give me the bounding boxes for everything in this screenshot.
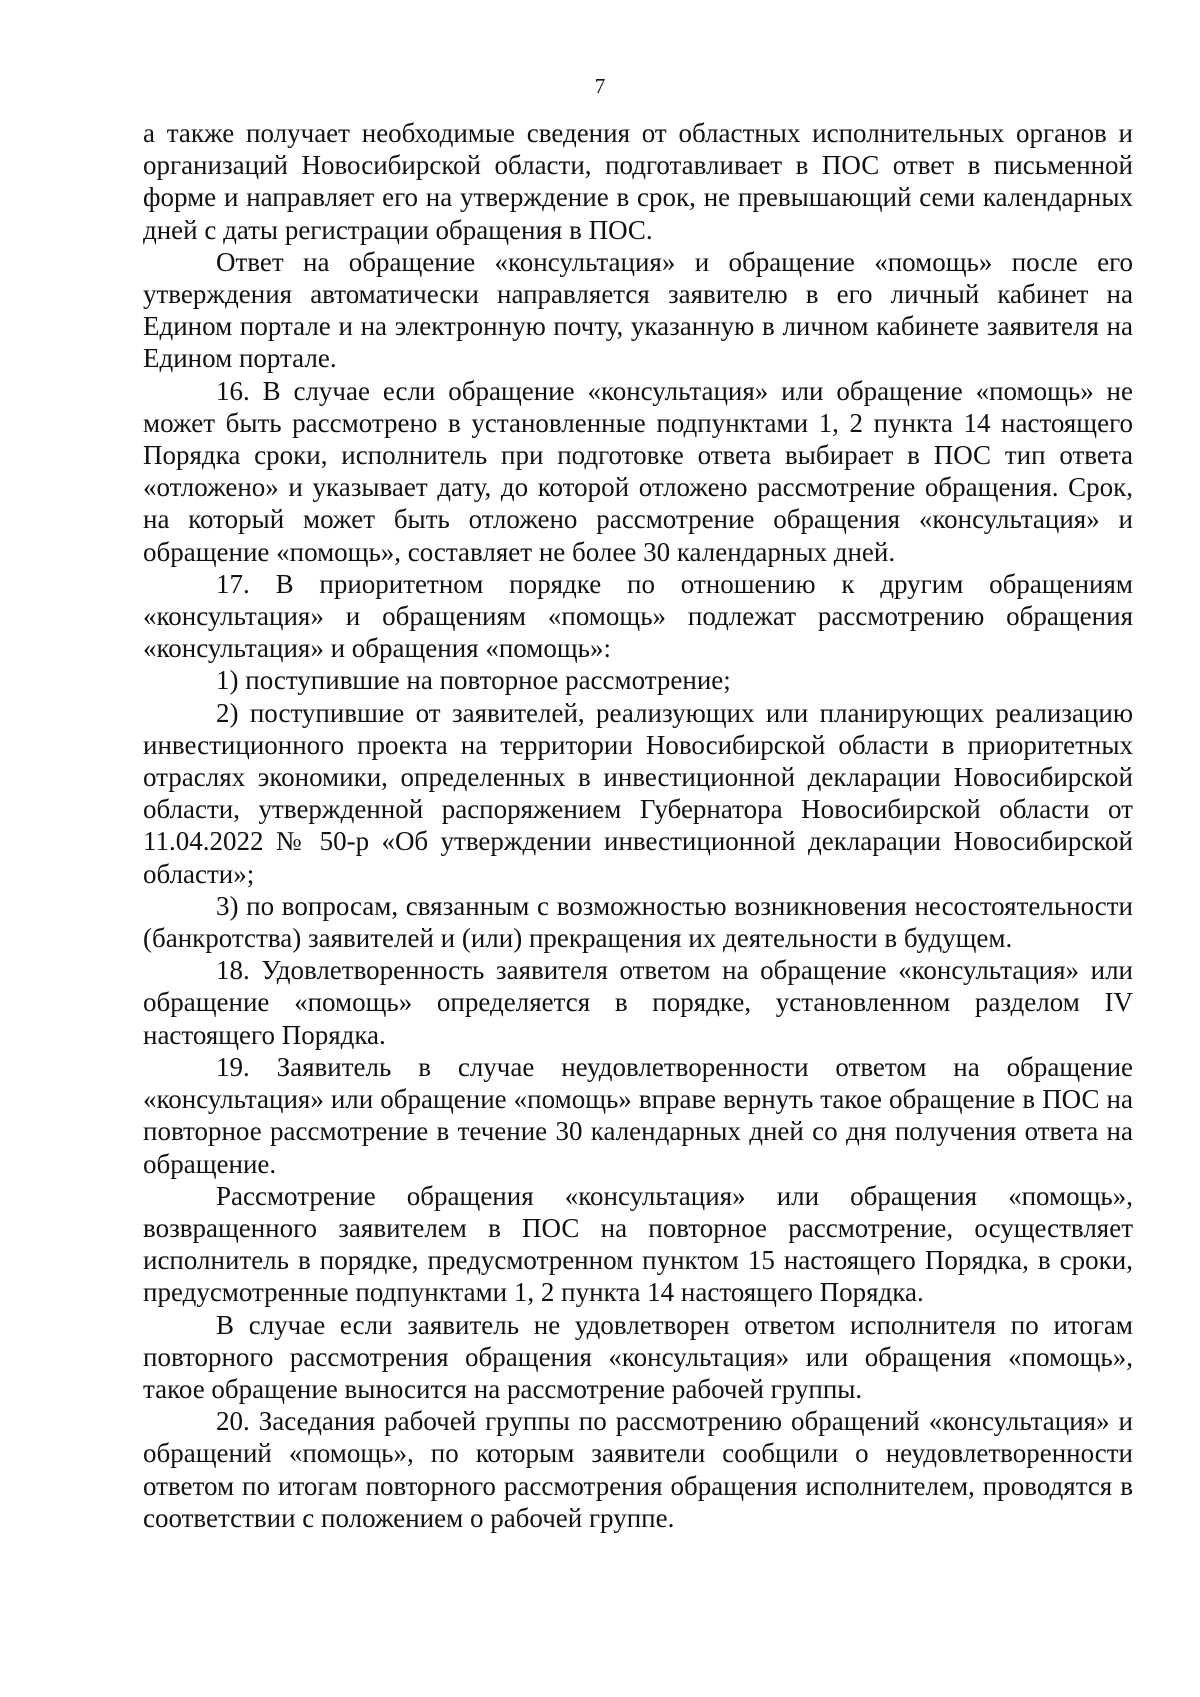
paragraph-19-escalation: В случае если заявитель не удовлетворен ответом исполнителя по итогам повторного рассмотрения обращения «консультация» или обращения «помощь», такое обращение выносится на рассмотрение рабочей группы. — [143, 1309, 1133, 1404]
document-body — [143, 117, 1133, 1534]
paragraph-16: 16. В случае если обращение «консультация» или обращение «помощь» не может быть рассмотрено в установленные подпунктами 1, 2 пункта 14 настоящего Порядка сроки, исполнитель при подготовке ответа выбирает в ПОС тип ответа «отложено» и указывает дату, до которой отложено рассмотрение обращения. Срок, на который может быть отложено рассмотрение обращения «консультация» и обращение «помощь», составляет не более 30 календарных дней. — [143, 375, 1133, 567]
paragraph-17-item-3: 3) по вопросам, связанным с возможностью возникновения несостоятельности (банкротства) заявителей и (или) прекращения их деятельности в будущем. — [143, 890, 1133, 954]
paragraph-20: 20. Заседания рабочей группы по рассмотрению обращений «консультация» и обращений «помощь», по которым заявители сообщили о неудовлетворенности ответом по итогам повторного рассмотрения обращения исполнителем, проводятся в соответствии с положением о рабочей группе. — [143, 1406, 1133, 1533]
paragraph-answer-routing: Ответ на обращение «консультация» и обращение «помощь» после его утверждения автоматически направляется заявителю в его личный кабинет на Едином портале и на электронную почту, указанную в личном кабинете заявителя на Едином портале. — [143, 246, 1133, 374]
paragraph-17-item-2: 2) поступившие от заявителей, реализующих или планирующих реализацию инвестиционного проекта на территории Новосибирской области в приоритетных отраслях экономики, определенных в инвестиционной декларации Новосибирской области, утвержденной распоряжением Губернатора Новосибирской области от 11.04.2022 № 50-р «Об утверждении инвестиционной декларации Новосибирской области»; — [143, 697, 1133, 889]
paragraph-continuation: а также получает необходимые сведения от областных исполнительных органов и организаций Новосибирской области, подготавливает в ПОС ответ в письменной форме и направляет его на утверждение в срок, не превышающий семи календарных дней с даты регистрации обращения в ПОС. — [143, 118, 1133, 245]
paragraph-19-review: Рассмотрение обращения «консультация» или обращения «помощь», возвращенного заявителем в ПОС на повторное рассмотрение, осуществляет исполнитель в порядке, предусмотренном пунктом 15 настоящего Порядка, в сроки, предусмотренные подпунктами 1, 2 пункта 14 настоящего Порядка. — [143, 1180, 1133, 1308]
paragraph-17: 17. В приоритетном порядке по отношению к другим обращениям «консультация» и обращениям «помощь» подлежат рассмотрению обращения «консультация» и обращения «помощь»: — [143, 568, 1133, 664]
page-number: 7 — [594, 74, 606, 98]
paragraph-17-item-1: 1) поступившие на повторное рассмотрение; — [216, 665, 731, 696]
paragraph-19: 19. Заявитель в случае неудовлетворенности ответом на обращение «консультация» или обращение «помощь» вправе вернуть такое обращение в ПОС на повторное рассмотрение в течение 30 календарных дней со дня получения ответа на обращение. — [143, 1051, 1133, 1179]
paragraph-18: 18. Удовлетворенность заявителя ответом на обращение «консультация» или обращение «помощь» определяется в порядке, установленном разделом IV настоящего Порядка. — [143, 955, 1133, 1050]
